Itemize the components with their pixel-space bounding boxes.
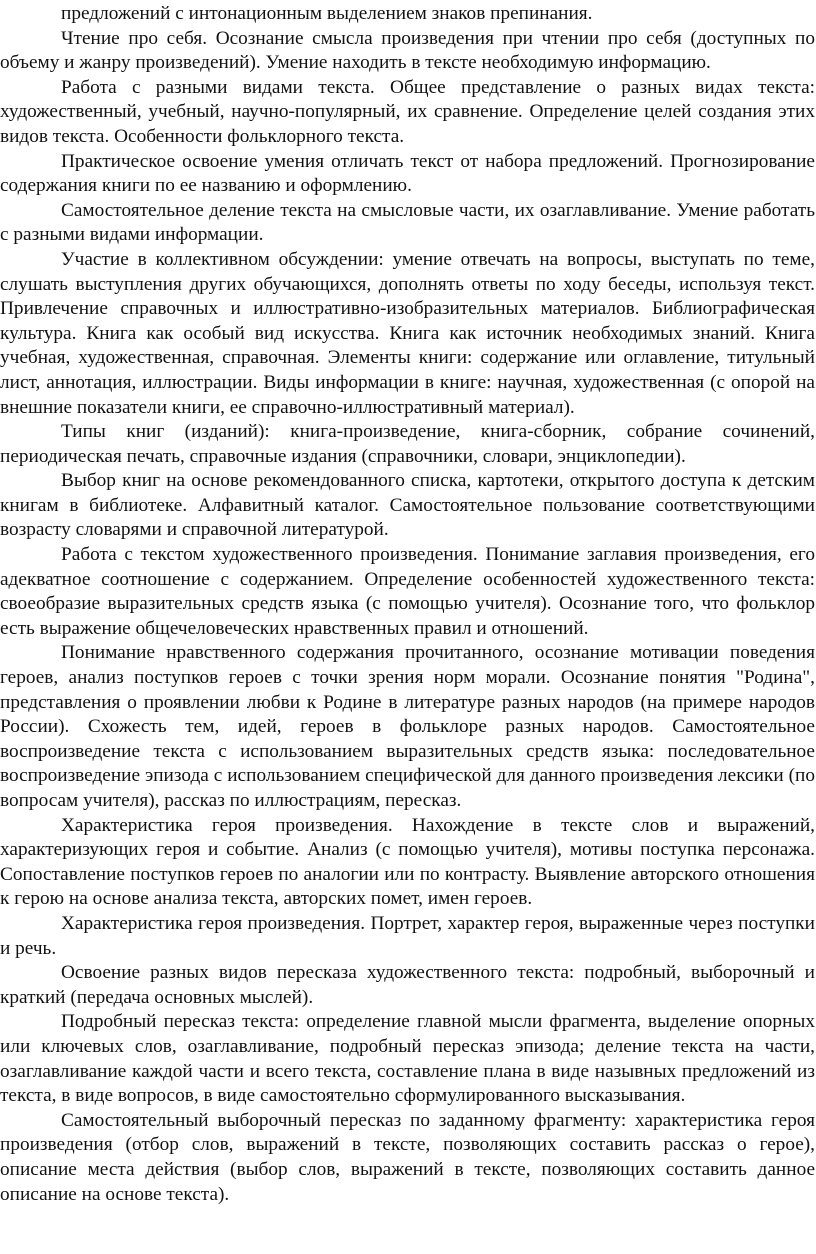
- paragraph-moral-content: Понимание нравственного содержания прочитанного, осознание мотивации поведения героев, анализ поступков героев с точки зрения норм морали. Осознание понятия "Родина", представления о проявлении любви к Родине в литературе разных народов (на примере народов России). Схожесть тем, идей, героев в фольклоре разных народов. Самостоятельное воспроизведение текста с использованием выразительных средств языка: последовательное воспроизведение эпизода с использованием специфической для данного произведения лексики (по вопросам учителя), рассказ по иллюстрациям, пересказ.: [0, 642, 815, 811]
- paragraph-discussion: Участие в коллективном обсуждении: умение отвечать на вопросы, выступать по теме, слушать выступления других обучающихся, дополнять ответы по ходу беседы, используя текст. Привлечение справочных и иллюстративно-изобразительных материалов. Библиографическая культура. Книга как особый вид искусства. Книга как источник необходимых знаний. Книга учебная, художественная, справочная. Элементы книги: содержание или оглавление, титульный лист, аннотация, иллюстрации. Виды информации в книге: научная, художественная (с опорой на внешние показатели книги, ее справочно-иллюстративный материал).: [0, 248, 815, 418]
- paragraph-book-types: Типы книг (изданий): книга-произведение, книга-сборник, собрание сочинений, периодическая печать, справочные издания (справочники, словари, энциклопедии).: [0, 421, 815, 467]
- paragraph-silent-reading: Чтение про себя. Осознание смысла произведения при чтении про себя (доступных по объему и жанру произведений). Умение находить в тексте необходимую информацию.: [0, 27, 815, 74]
- paragraph-text-types: Работа с разными видами текста. Общее представление о разных видах текста: художественный, учебный, научно-популярный, их сравнение. Определение целей создания этих видов текста. Особенности фольклорного текста.: [0, 76, 815, 147]
- paragraph-text-vs-sentences: Практическое освоение умения отличать текст от набора предложений. Прогнозирование содержания книги по ее названию и оформлению.: [0, 150, 815, 197]
- paragraph-literary-text: Работа с текстом художественного произведения. Понимание заглавия произведения, его адекватное соотношение с содержанием. Определение особенностей художественного текста: своеобразие выразительных средств языка (с помощью учителя). Осознание того, что фольклор есть выражение общечеловеческих нравственных правил и отношений.: [0, 544, 815, 639]
- paragraph-retelling-types: Освоение разных видов пересказа художественного текста: подробный, выборочный и краткий (передача основных мыслей).: [0, 962, 815, 1008]
- paragraph-book-selection: Выбор книг на основе рекомендованного списка, картотеки, открытого доступа к детским книгам в библиотеке. Алфавитный каталог. Самостоятельное пользование соответствующими возрасту словарями и справочной литературой.: [0, 470, 815, 541]
- paragraph-continuation: предложений с интонационным выделением знаков препинания.: [61, 3, 593, 24]
- paragraph-detailed-retelling: Подробный пересказ текста: определение главной мысли фрагмента, выделение опорных или ключевых слов, озаглавливание, подробный пересказ эпизода; деление текста на части, озаглавливание каждой части и всего текста, составление плана в виде назывных предложений из текста, в виде вопросов, в виде самостоятельно сформулированного высказывания.: [0, 1011, 815, 1107]
- paragraph-text-division: Самостоятельное деление текста на смысловые части, их озаглавливание. Умение работать с разными видами информации.: [0, 199, 815, 246]
- paragraph-hero-characteristics: Характеристика героя произведения. Нахождение в тексте слов и выражений, характеризующих героя и событие. Анализ (с помощью учителя), мотивы поступка персонажа. Сопоставление поступков героев по аналогии или по контрасту. Выявление авторского отношения к герою на основе анализа текста, авторских помет, имен героев.: [0, 814, 815, 910]
- paragraph-selective-retelling: Самостоятельный выборочный пересказ по заданному фрагменту: характеристика героя произведения (отбор слов, выражений в тексте, позволяющих составить рассказ о герое), описание места действия (выбор слов, выражений в тексте, позволяющих составить данное описание на основе текста).: [0, 1109, 815, 1205]
- paragraph-hero-portrait: Характеристика героя произведения. Портрет, характер героя, выраженные через поступки и речь.: [0, 912, 815, 959]
